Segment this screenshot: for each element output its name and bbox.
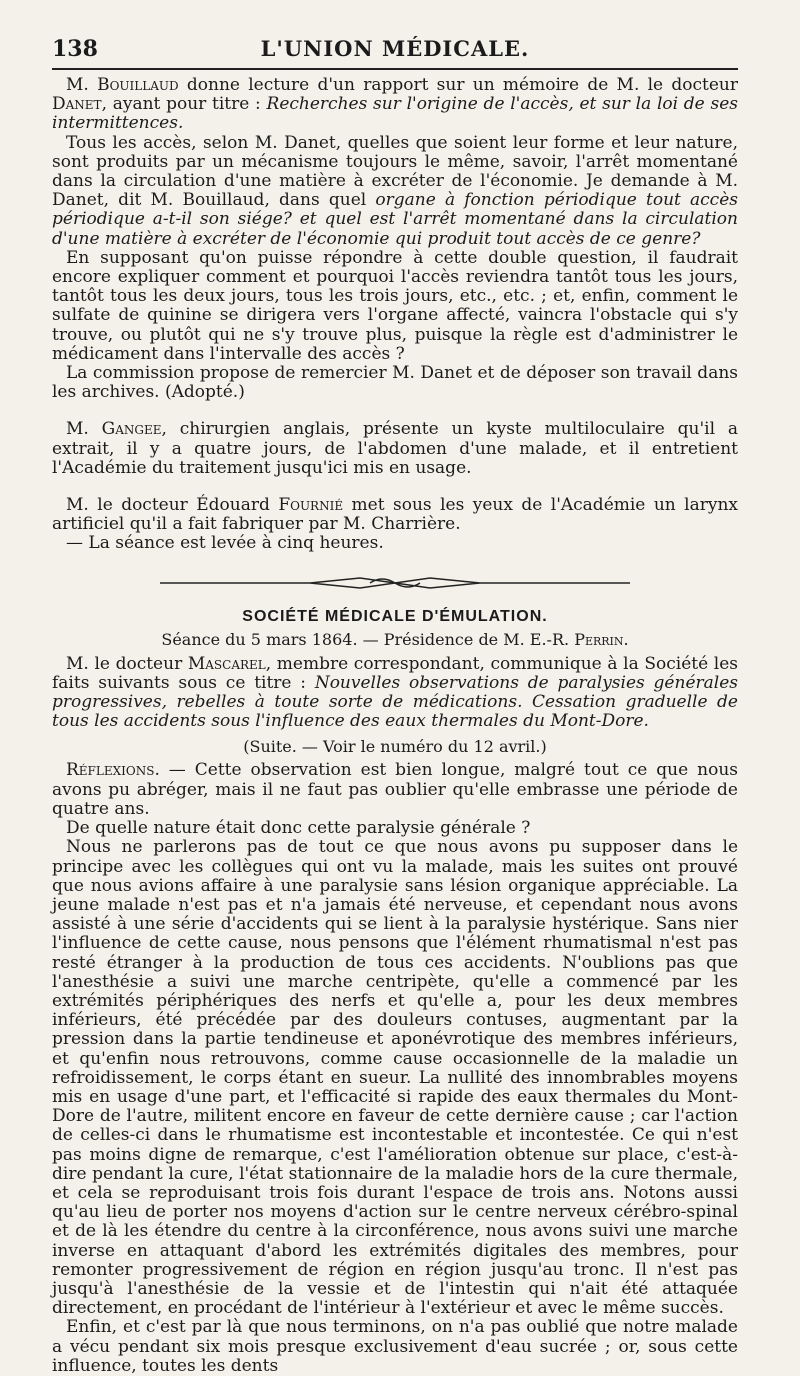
ornament-rule-icon — [160, 574, 630, 592]
session-subtitle — [52, 630, 738, 649]
paragraph-danet-theory — [52, 134, 738, 249]
text-run: — Cette observation est bien longue, malgré tout ce que nous avons pu abréger, mais il ne faut pas oublier qu'elle embrasse une période de quatre ans. — [52, 760, 738, 819]
section-title: SOCIÉTÉ MÉDICALE D'ÉMULATION. — [242, 607, 548, 625]
header-rule — [52, 68, 738, 70]
text-run: donne lecture d'un rapport sur un mémoire de M. le docteur — [178, 75, 738, 95]
text-run: , membre correspondant, communique à la Société les faits suivants sous ce titre : — [52, 653, 739, 693]
ornamental-separator — [52, 574, 738, 596]
speaker-name: M. Bouillaud — [66, 75, 179, 95]
author-name: Danet — [52, 94, 102, 115]
paragraph-commission: La commission propose de remercier M. Danet et de déposer son travail dans les archives. (Adopté.) — [52, 363, 738, 403]
italic-question: organe à fonction périodique tout accès périodique a-t-il son siége? et quel est l'arrêt momentané dans la circulation d'une matière à excréter de l'économie qui produit tout accès de ce genre? — [52, 190, 738, 249]
section-label: Réflexions. — [66, 760, 160, 781]
text-run: , chirurgien anglais, présente un kyste multiloculaire qu'il a extrait, il y a quatre jours, de l'abdomen d'une malade, et il entretient l'Académie du traitement jusqu'ici mis en usage. — [52, 419, 738, 478]
paragraph-double-question: En supposant qu'on puisse répondre à cette double question, il faudrait encore expliquer comment et pourquoi l'accès reviendra tantôt tous les jours, tantôt tous les deux jours, tous les trois jours, etc., etc. ; et, enfin, comment le sulfate de quinine se dirigera vers l'organe affecté, vaincra l'obstacle qui s'y trouve, ou plutôt qui ne s'y trouve plus, puisque la règle est d'administrer le médicament dans l'intervalle des accès ? — [52, 247, 738, 364]
page-number: 138 — [52, 36, 98, 62]
president-name: Perrin — [574, 629, 624, 649]
text-run: M. le docteur — [66, 653, 188, 674]
text-run: M. le docteur Édouard — [66, 495, 279, 516]
page-header — [52, 34, 738, 68]
paragraph-bouillaud-report — [52, 76, 738, 134]
communication-title: Nouvelles observations de paralysies générales progressives, rebelles à toute sorte de médications. Cessation graduelle de tous les accidents sous l'influence des eaux thermales du Mont-Dore. — [52, 672, 738, 732]
memoir-title: Recherches sur l'origine de l'accès, et sur la loi de ses intermittences. — [52, 94, 738, 134]
speaker-name: Fournié — [278, 495, 344, 516]
paragraph-question: De quelle nature était donc cette paralysie générale ? — [66, 818, 531, 839]
running-title: L'UNION MÉDICALE. — [260, 36, 530, 61]
paragraph-reflexions — [52, 761, 738, 819]
continuation-note: (Suite. — Voir le numéro du 12 avril.) — [243, 737, 547, 757]
paragraph-fournie — [52, 496, 738, 534]
text-run: met sous les yeux de l'Académie un larynx artificiel qu'il a fait fabriquer par M. Charrière. — [52, 495, 738, 535]
speaker-name: Mascarel — [187, 653, 266, 674]
text-run: . — [623, 629, 629, 649]
paragraph-analysis: Nous ne parlerons pas de tout ce que nous avons pu supposer dans le principe avec les collègues qui ont vu la malade, mais les suites ont prouvé que nous avions affaire à une paralysie sans lésion organique appréciable. La jeune malade n'est pas et n'a jamais été nerveuse, et cependant nous avons assisté à une série d'accidents qui se lient à la paralysie hystérique. Sans nier l'influence de cette cause, nous pensons que l'élément rhumatismal n'est pas resté étranger à la production de tous ces accidents. N'oublions pas que l'anesthésie a suivi une marche centripète, qu'elle a commencé par les extrémités périphériques des nerfs et qu'elle a, pour les deux membres inférieurs, été précédée par des douleurs contuses, augmentant par la pression dans la partie tendineuse et aponévrotique des membres inférieurs, et qu'enfin nous retrouvons, comme cause occasionnelle de la maladie un refroidissement, le corps étant en sueur. La nullité des innombrables moyens mis en usage d'une part, et l'efficacité si rapide des eaux thermales du Mont-Dore de l'autre, militent encore en faveur de cette dernière cause ; car l'action de celles-ci dans le rhumatisme est incontestable et incontestée. Ce qui n'est pas moins digne de remarque, c'est l'amélioration obtenue sur place, c'est-à-dire pendant la cure, l'état stationnaire de la maladie hors de la cure thermale, et cela se reproduisant trois fois durant l'espace de trois ans. Notons aussi qu'au lieu de porter nos moyens d'action sur le centre nerveux cérébro-spinal et de là les étendre du centre à la circonférence, nous avons suivi une marche inverse en attaquant d'abord les extrémités digitales des membres, pour remonter progressivement de région en région jusqu'au tronc. Il n'est pas jusqu'à l'anesthésie de la vessie et de l'intestin qui n'ait été attaquée directement, en procédant de l'intérieur à l'extérieur et avec le même succès. — [52, 837, 738, 1319]
text-run: Séance du 5 mars 1864. — Présidence de M. E.-R. — [161, 629, 575, 649]
text-run: , ayant pour titre : — [101, 94, 267, 115]
paragraph-gangee — [52, 420, 738, 478]
text-run: Tous les accès, selon M. Danet, quelles que soient leur forme et leur nature, sont produits par un mécanisme toujours le même, savoir, l'arrêt momentané dans la circulation d'une matière à excréter de l'économie. Je demande à M. Danet, dit M. Bouillaud, dans quel — [52, 132, 738, 211]
paragraph-closing: — La séance est levée à cinq heures. — [66, 533, 384, 554]
paragraph-mascarel — [52, 655, 738, 732]
paragraph-conclusion: Enfin, et c'est par là que nous terminons, on n'a pas oublié que notre malade a vécu pendant six mois presque exclusivement d'eau sucrée ; or, sous cette influence, toutes les dents — [52, 1317, 738, 1376]
speaker-name: M. Gangee — [66, 419, 162, 440]
